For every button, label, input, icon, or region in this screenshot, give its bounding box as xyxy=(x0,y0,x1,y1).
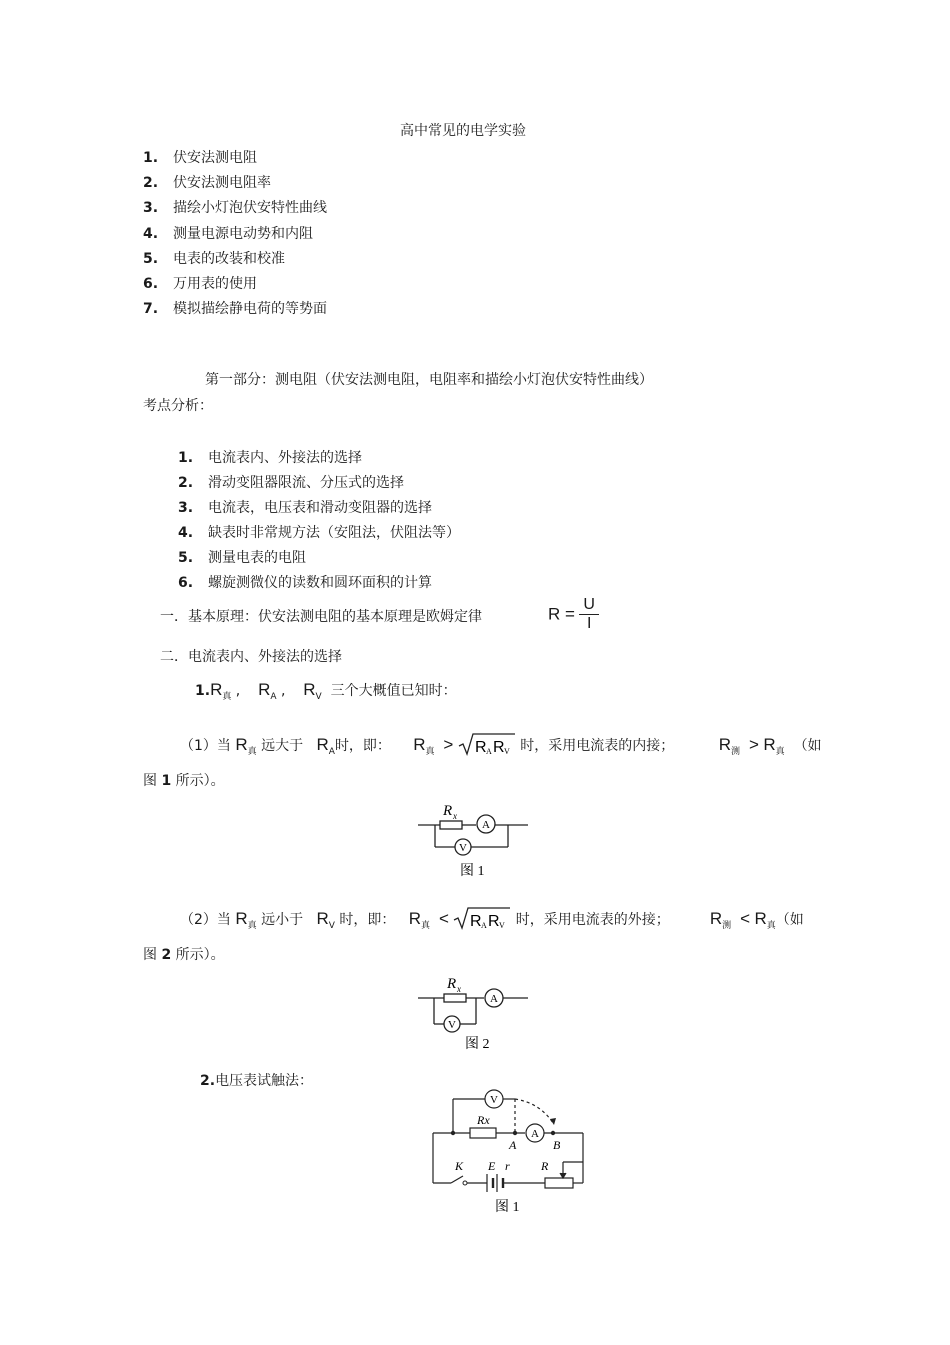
sqrt-ra-rv xyxy=(458,732,516,760)
fig2-rx-label: R xyxy=(447,976,457,992)
case1-relation-text: 远大于 xyxy=(261,738,304,754)
key-point-number: 6. xyxy=(178,575,194,591)
section1-text: 一．基本原理：伏安法测电阻的基本原理是欧姆定律 xyxy=(160,609,482,625)
experiment-item xyxy=(143,197,327,217)
item2-text: 电压表试触法： xyxy=(215,1073,314,1089)
key-point-number: 3. xyxy=(178,500,194,516)
svg-text:R: R xyxy=(492,739,505,756)
key-point-text: 螺旋测微仪的读数和圆环面积的计算 xyxy=(208,575,432,591)
key-point-item xyxy=(178,522,460,542)
fig3-ammeter-icon: A xyxy=(531,1128,539,1140)
r-symbol: R xyxy=(413,735,426,754)
r-symbol: R xyxy=(235,909,248,928)
key-point-text: 电流表内、外接法的选择 xyxy=(208,450,362,466)
sub-true: 真 xyxy=(425,747,435,757)
part1-heading: 第一部分：测电阻（伏安法测电阻，电阻率和描绘小灯泡伏安特性曲线） xyxy=(205,372,653,388)
key-point-text: 缺表时非常规方法（安阻法，伏阻法等） xyxy=(208,525,460,541)
fig1-ammeter-icon: A xyxy=(482,819,490,831)
key-point-item xyxy=(178,572,432,592)
key-point-item xyxy=(178,497,432,517)
key-point-text: 测量电表的电阻 xyxy=(208,550,306,566)
sub-true: 真 xyxy=(247,747,257,757)
case2-line xyxy=(180,906,804,934)
fig2-caption: 图 2 xyxy=(465,1037,490,1052)
case2-line2 xyxy=(143,944,225,964)
r-true-symbol: R xyxy=(210,680,223,699)
experiment-text: 伏安法测电阻率 xyxy=(173,175,271,192)
svg-text:R: R xyxy=(470,913,482,930)
fig2-voltmeter-icon: V xyxy=(448,1019,456,1031)
experiment-text: 伏安法测电阻 xyxy=(173,150,257,166)
page-title: 高中常见的电学实验 xyxy=(400,123,526,139)
fig3-voltmeter-icon: V xyxy=(490,1094,498,1106)
sub-true: 真 xyxy=(421,921,431,931)
case1-paren: （如 xyxy=(793,738,822,754)
item1-tail: 三个大概值已知时： xyxy=(330,683,457,699)
item2-number: 2. xyxy=(200,1073,216,1089)
case2-conclusion: 时，采用电流表的外接； xyxy=(515,912,670,928)
case2-paren: （如 xyxy=(775,912,804,928)
r-symbol: R xyxy=(763,735,776,754)
experiment-text: 模拟描绘静电荷的等势面 xyxy=(173,301,327,318)
r-symbol: R xyxy=(316,735,329,754)
item1-line: $1.R_真$ , $R_A$ , $R_V$ 三个大概值已知时： xyxy=(195,680,457,702)
formula-lhs: R = xyxy=(548,604,575,624)
experiment-item xyxy=(143,172,271,192)
case1-gt: > xyxy=(443,735,454,754)
case1-when: （1）当 xyxy=(180,738,231,754)
experiment-item xyxy=(143,147,257,167)
experiment-text: 描绘小灯泡伏安特性曲线 xyxy=(173,200,327,217)
sub-true: 真 xyxy=(775,747,785,757)
fig-shown: 所示）。 xyxy=(175,947,225,963)
experiment-item xyxy=(143,223,313,243)
fig-number: 2 xyxy=(161,947,172,963)
figure1-circuit xyxy=(410,795,540,885)
r-a-symbol: R xyxy=(258,680,271,699)
experiment-number: 7. xyxy=(143,301,159,318)
fig-word: 图 xyxy=(143,773,157,789)
item2-line xyxy=(200,1070,313,1090)
experiment-item xyxy=(143,273,257,293)
case1-conclusion: 时，采用电流表的内接； xyxy=(520,738,675,754)
r-v-symbol: R xyxy=(303,680,316,699)
fig3-caption: 图 1 xyxy=(495,1200,520,1215)
r-symbol: R xyxy=(718,735,732,754)
experiment-text: 电表的改装和校准 xyxy=(173,250,285,267)
sqrt-symbol-icon xyxy=(453,906,511,930)
case2-when: （2）当 xyxy=(180,912,231,928)
fig1-voltmeter-icon: V xyxy=(459,842,467,854)
item1-number: 1. xyxy=(195,683,211,699)
experiment-number: 2. xyxy=(143,175,159,192)
case2-ie: 时，即： xyxy=(339,912,396,928)
fig1-rx-sub: x xyxy=(453,811,457,821)
formula-fraction xyxy=(579,596,599,633)
figure3-circuit xyxy=(425,1085,595,1220)
fig2-ammeter-icon: A xyxy=(490,993,498,1005)
key-point-text: 电流表，电压表和滑动变阻器的选择 xyxy=(208,500,432,516)
r-symbol: R xyxy=(408,909,422,928)
key-point-number: 1. xyxy=(178,450,194,466)
section2-heading: 二．电流表内、外接法的选择 xyxy=(160,649,342,665)
svg-text:R: R xyxy=(474,739,487,756)
svg-text:V: V xyxy=(503,747,510,756)
experiment-text: 测量电源电动势和内阻 xyxy=(173,225,313,242)
experiment-number: 6. xyxy=(143,276,159,292)
svg-text:A: A xyxy=(481,921,488,930)
sub-a: A xyxy=(328,747,335,757)
case2-relation-text: 远小于 xyxy=(261,912,304,928)
key-point-item xyxy=(178,447,362,467)
case1-ie: 时，即： xyxy=(334,738,391,754)
experiment-number: 5. xyxy=(143,250,159,267)
fig2-rx-sub: x xyxy=(457,984,461,994)
r-symbol: R xyxy=(316,909,329,928)
fig3-point-a: A xyxy=(509,1138,517,1152)
sub-v: V xyxy=(328,921,335,931)
svg-text:R: R xyxy=(488,913,500,930)
r-symbol: R xyxy=(709,909,723,928)
case1-line xyxy=(180,732,822,760)
fig3-rx-label: Rx xyxy=(477,1113,490,1127)
key-point-text: 滑动变阻器限流、分压式的选择 xyxy=(208,475,404,491)
fig3-internal-r: r xyxy=(505,1159,510,1173)
fig3-rheostat-r: R xyxy=(541,1159,549,1173)
sub-measured: 测 xyxy=(731,747,741,757)
formula-numerator: U xyxy=(579,596,599,615)
key-point-number: 5. xyxy=(178,550,194,566)
experiment-text: 万用表的使用 xyxy=(173,276,257,292)
fig-number: 1 xyxy=(161,773,172,789)
fig1-rx-label: R xyxy=(443,803,453,819)
sub-true: 真 xyxy=(766,921,776,931)
fig3-point-b: B xyxy=(553,1138,561,1152)
r-symbol: R xyxy=(754,909,767,928)
fig-shown: 所示）。 xyxy=(175,773,225,789)
sqrt-symbol-icon xyxy=(458,732,516,756)
analysis-label: 考点分析： xyxy=(143,398,213,414)
key-point-item xyxy=(178,472,404,492)
figure2-circuit xyxy=(410,968,540,1058)
experiment-number: 4. xyxy=(143,225,159,242)
fig-word: 图 xyxy=(143,947,157,963)
sub-a: A xyxy=(270,692,277,702)
sub-true: 真 xyxy=(247,921,257,931)
svg-text:V: V xyxy=(499,921,506,930)
sqrt-ra-rv xyxy=(453,906,511,934)
key-point-item xyxy=(178,547,306,567)
experiment-number: 3. xyxy=(143,200,159,217)
sub-v: V xyxy=(315,692,322,702)
case2-lt2: < xyxy=(740,909,750,928)
case1-gt2: > xyxy=(748,735,759,754)
fig3-switch-k: K xyxy=(455,1159,464,1173)
key-point-number: 2. xyxy=(178,475,194,491)
case1-line2 xyxy=(143,770,225,790)
svg-text:A: A xyxy=(485,747,492,756)
experiment-item xyxy=(143,248,285,268)
fig1-caption: 图 1 xyxy=(460,864,485,879)
experiment-item xyxy=(143,298,327,318)
r-symbol: R xyxy=(235,735,248,754)
case2-lt: < xyxy=(438,909,449,928)
key-point-number: 4. xyxy=(178,525,194,541)
ohm-formula xyxy=(548,596,599,633)
sub-true: 真 xyxy=(222,692,232,702)
experiment-number: 1. xyxy=(143,150,159,166)
fig3-emf-e: E xyxy=(488,1159,496,1173)
sub-measured: 测 xyxy=(722,921,732,931)
formula-denominator: I xyxy=(586,615,592,632)
